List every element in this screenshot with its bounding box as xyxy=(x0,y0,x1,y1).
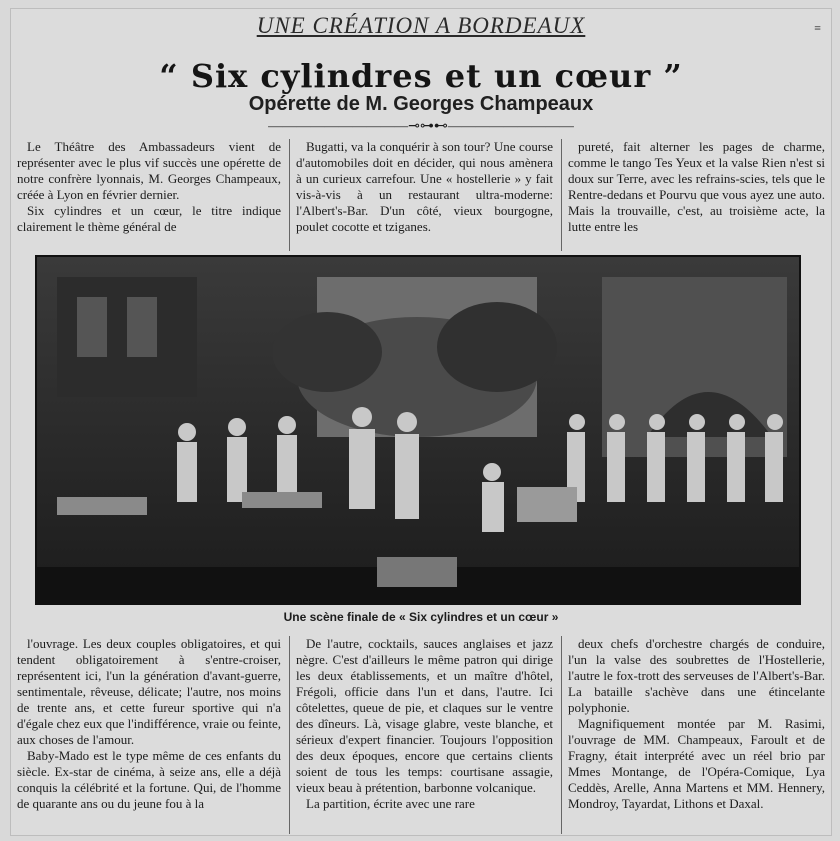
article-kicker: UNE CRÉATION A BORDEAUX xyxy=(256,13,586,38)
paragraph: Baby-Mado est le type même de ces enfants du siècle. Ex-star de cinéma, à seize ans, elle a déjà conquis la célébrité et la fortune. Qui, de l'homme de quarante ans ou du jeune fou à la xyxy=(17,748,281,811)
top-text-columns xyxy=(17,139,825,251)
bottom-column-2 xyxy=(289,636,553,834)
paragraph: pureté, fait alterner les pages de charme, comme le tango Tes Yeux et la valse Rien n'est si doux sur Terre, avec les refrains-scies, tels que le Rentre-dedans et Pourvu que vous ayez une auto. Mais la trouvaille, c'est, au troisième acte, la lutte entre les xyxy=(568,139,825,234)
top-column-2 xyxy=(289,139,553,251)
article-subtitle: Opérette de M. Georges Champeaux xyxy=(248,93,594,115)
bottom-column-1 xyxy=(17,636,281,834)
stage-scene-illustration xyxy=(37,257,799,603)
paragraph: La partition, écrite avec une rare xyxy=(306,796,475,811)
top-column-1 xyxy=(17,139,281,251)
bottom-column-3 xyxy=(561,636,825,834)
photo-caption: Une scène finale de « Six cylindres et un cœur » xyxy=(283,610,559,624)
paragraph: Bugatti, va la conquérir à son tour? Une course d'automobiles doit en décider, qui nous amènera à un curieux carrefour. Une « hostellerie » y fait vis-à-vis à un restaurant ultra-moderne: l'Albert's-Bar. D'un côté, vieux bourgogne, poulet cocotte et tziganes. xyxy=(296,139,553,234)
paragraph: deux chefs d'orchestre chargés de conduire, l'un la valse des soubrettes de l'Hostellerie, l'autre le fox-trott des serveuses de l'Albert's-Bar. La bataille s'achève dans une étincelante polyphonie. xyxy=(568,636,825,715)
article-title: “ Six cylindres et un cœur ” xyxy=(159,57,683,95)
paragraph: Le Théâtre des Ambassadeurs vient de représenter avec le plus vif succès une opérette de notre confrère lyonnais, M. Georges Champeaux, créée à Lyon en février dernier. xyxy=(17,139,281,202)
newspaper-page xyxy=(10,8,832,836)
divider-ornament: ——————————⊸⊶⊷————————— xyxy=(268,119,574,134)
top-column-3 xyxy=(561,139,825,251)
paragraph: Six cylindres et un cœur, le titre indique clairement le thème général de xyxy=(17,203,281,234)
paragraph: De l'autre, cocktails, sauces anglaises et jazz nègre. C'est d'ailleurs le même patron qui dirige les deux établissements, et un maître d'hôtel, Frégoli, officie dans l'un et dans, l'autre. Ici côtelettes, queue de pie, et claques sur le ventre des dîneurs. Là, visage glabre, veste blanche, et sérieux d'expert financier. Toujours l'opposition des deux époques, encore que certains clients soient de tous les temps: courtisane assagie, vieux beau à prétention, barbonne volcanique. xyxy=(296,636,553,795)
stage-photo xyxy=(35,255,801,605)
corner-mark: ≡ xyxy=(814,21,821,35)
paragraph: Magnifiquement montée par M. Rasimi, l'ouvrage de MM. Champeaux, Faroult et de Fragny, était interprété avec un réel brio par Mmes Montange, de l'Opéra-Comique, Lya Ceddès, Arelle, Anna Martens et MM. Hennery, Mondroy, Tayardat, Lithons et Daxal. xyxy=(568,716,825,811)
bottom-text-columns xyxy=(17,636,825,834)
paragraph: l'ouvrage. Les deux couples obligatoires, et qui tendent obligatoirement à s'entre-croiser, représentent ici, l'un la génération d'avant-guerre, sentimentale, rêveuse, délicate; l'autre, nos moins de trente ans, et cette fureur sportive qui n'a d'égale chez eux que l'indifférence, vraie ou feinte, aux choses de l'amour. xyxy=(17,636,281,747)
